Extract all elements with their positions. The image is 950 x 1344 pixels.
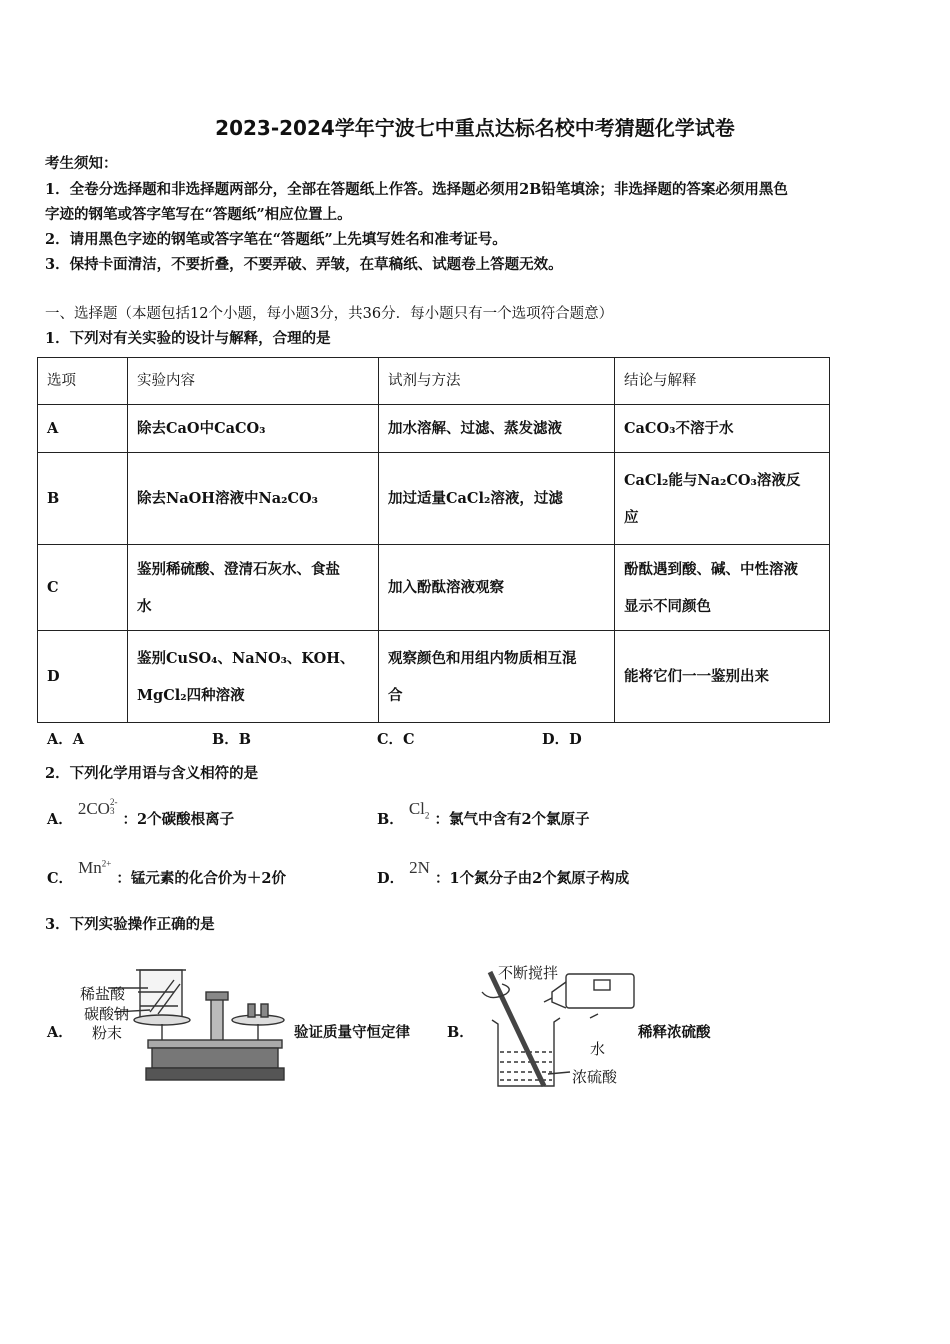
q1-choice-b[interactable]: B．B bbox=[212, 731, 252, 748]
q2-a-formula bbox=[78, 799, 118, 818]
q1-choice-a[interactable]: A．A bbox=[47, 731, 85, 748]
q2-a-sub: 3 bbox=[109, 806, 115, 816]
row-d-content-line1: 鉴别CuSO₄、NaNO₃、KOH、 bbox=[137, 649, 355, 667]
row-b-conclusion-line2: 应 bbox=[624, 508, 639, 526]
row-b-option: B bbox=[38, 453, 128, 545]
q3-b-label-stir: 不断搅拌 bbox=[498, 964, 559, 982]
q2-b-label: B． bbox=[377, 811, 404, 828]
row-a-option: A bbox=[38, 405, 128, 453]
q2-option-c[interactable] bbox=[47, 858, 286, 888]
row-b-conclusion-line1: CaCl₂能与Na₂CO₃溶液反 bbox=[624, 471, 801, 489]
q3-b-caption: 稀释浓硫酸 bbox=[638, 1024, 711, 1041]
q3-a-label-carbonate: 碳酸钠 bbox=[84, 1005, 130, 1023]
header-conclusion: 结论与解释 bbox=[615, 358, 830, 405]
row-b-content: 除去NaOH溶液中Na₂CO₃ bbox=[128, 453, 379, 545]
q2-c-formula bbox=[78, 858, 111, 877]
q2-option-d[interactable] bbox=[377, 858, 630, 888]
q2-c-label: C． bbox=[47, 870, 74, 887]
q2-option-b[interactable] bbox=[377, 799, 590, 830]
row-d-content-line2: MgCl₂四种溶液 bbox=[137, 686, 245, 704]
q3-b-label[interactable]: B． bbox=[447, 1024, 474, 1041]
q3-b-label-water: 水 bbox=[590, 1040, 606, 1058]
notice-item-3: 3．保持卡面清洁，不要折叠，不要弄破、弄皱，在草稿纸、试题卷上答题无效。 bbox=[45, 256, 563, 273]
q2-d-formula: 2N bbox=[409, 858, 430, 877]
row-c-option: C bbox=[38, 545, 128, 631]
header-content: 实验内容 bbox=[128, 358, 379, 405]
row-d-conclusion: 能将它们一一鉴别出来 bbox=[615, 631, 830, 723]
q1-choice-c[interactable]: C．C bbox=[377, 731, 415, 748]
q3-a-label[interactable]: A． bbox=[47, 1024, 73, 1041]
row-d-option: D bbox=[38, 631, 128, 723]
table-row bbox=[38, 631, 830, 723]
table-row bbox=[38, 453, 830, 545]
page-title: 2023-2024学年宁波七中重点达标名校中考猜题化学试卷 bbox=[215, 116, 735, 140]
row-a-conclusion: CaCO₃不溶于水 bbox=[615, 405, 830, 453]
q2-option-a[interactable] bbox=[47, 797, 235, 829]
q1-table bbox=[37, 357, 830, 723]
section-heading: 一、选择题（本题包括12个小题，每小题3分，共36分．每小题只有一个选项符合题意） bbox=[45, 306, 614, 322]
q3-a-caption: 验证质量守恒定律 bbox=[294, 1024, 410, 1041]
q2-b-formula bbox=[408, 799, 430, 821]
q2-stem: 2．下列化学用语与含义相符的是 bbox=[45, 765, 259, 782]
row-c-conclusion bbox=[615, 545, 830, 631]
row-c-content-line2: 水 bbox=[137, 597, 152, 615]
q1-stem: 1．下列对有关实验的设计与解释，合理的是 bbox=[45, 330, 331, 347]
q3-a-label-powder: 粉末 bbox=[92, 1024, 123, 1042]
notice-heading: 考生须知： bbox=[45, 155, 118, 172]
notice-item-1: 1．全卷分选择题和非选择题两部分，全部在答题纸上作答。选择题必须用2B铅笔填涂；非选择题的答案必须用黑色 bbox=[45, 181, 788, 198]
row-c-conclusion-line1: 酚酞遇到酸、碱、中性溶液 bbox=[624, 560, 798, 578]
header-option: 选项 bbox=[38, 358, 128, 405]
q3-a-label-acid: 稀盐酸 bbox=[80, 985, 126, 1003]
notice-item-1-cont: 字迹的钢笔或答字笔写在“答题纸”相应位置上。 bbox=[45, 206, 352, 223]
q2-c-text: ：锰元素的化合价为＋2价 bbox=[116, 870, 286, 887]
q2-b-sub: 2 bbox=[424, 810, 430, 821]
q2-b-formula-main: Cl bbox=[408, 799, 425, 818]
q2-d-label: D． bbox=[377, 870, 405, 887]
q3-b-label-acid: 浓硫酸 bbox=[572, 1068, 618, 1086]
table-row bbox=[38, 545, 830, 631]
q2-a-formula-main: 2CO bbox=[77, 799, 110, 818]
row-c-method: 加入酚酞溶液观察 bbox=[379, 545, 615, 631]
q1-choice-d[interactable]: D．D bbox=[542, 731, 582, 748]
table-row bbox=[38, 405, 830, 453]
q2-a-sup: 2- bbox=[109, 797, 118, 807]
q2-a-text: ：2个碳酸根离子 bbox=[122, 811, 235, 828]
row-c-content bbox=[128, 545, 379, 631]
notice-item-2: 2．请用黑色字迹的钢笔或答字笔在“答题纸”上先填写姓名和准考证号。 bbox=[45, 231, 507, 248]
row-d-method bbox=[379, 631, 615, 723]
q2-c-sup: 2+ bbox=[101, 858, 112, 869]
row-c-content-line1: 鉴别稀硫酸、澄清石灰水、食盐 bbox=[137, 560, 340, 578]
row-a-content: 除去CaO中CaCO₃ bbox=[128, 405, 379, 453]
header-method: 试剂与方法 bbox=[379, 358, 615, 405]
table-header-row bbox=[38, 358, 830, 405]
q2-d-text: ：1个氮分子由2个氮原子构成 bbox=[434, 870, 630, 887]
row-b-conclusion bbox=[615, 453, 830, 545]
row-d-content bbox=[128, 631, 379, 723]
q2-b-text: ：氯气中含有2个氯原子 bbox=[434, 811, 590, 828]
row-d-method-line1: 观察颜色和用组内物质相互混 bbox=[388, 649, 577, 667]
row-d-method-line2: 合 bbox=[388, 686, 403, 704]
row-c-conclusion-line2: 显示不同颜色 bbox=[624, 597, 711, 615]
row-a-method: 加水溶解、过滤、蒸发滤液 bbox=[379, 405, 615, 453]
q3-stem: 3．下列实验操作正确的是 bbox=[45, 916, 215, 933]
q2-a-label: A． bbox=[47, 811, 73, 828]
row-b-method: 加过适量CaCl₂溶液，过滤 bbox=[379, 453, 615, 545]
q2-c-formula-main: Mn bbox=[78, 858, 102, 877]
